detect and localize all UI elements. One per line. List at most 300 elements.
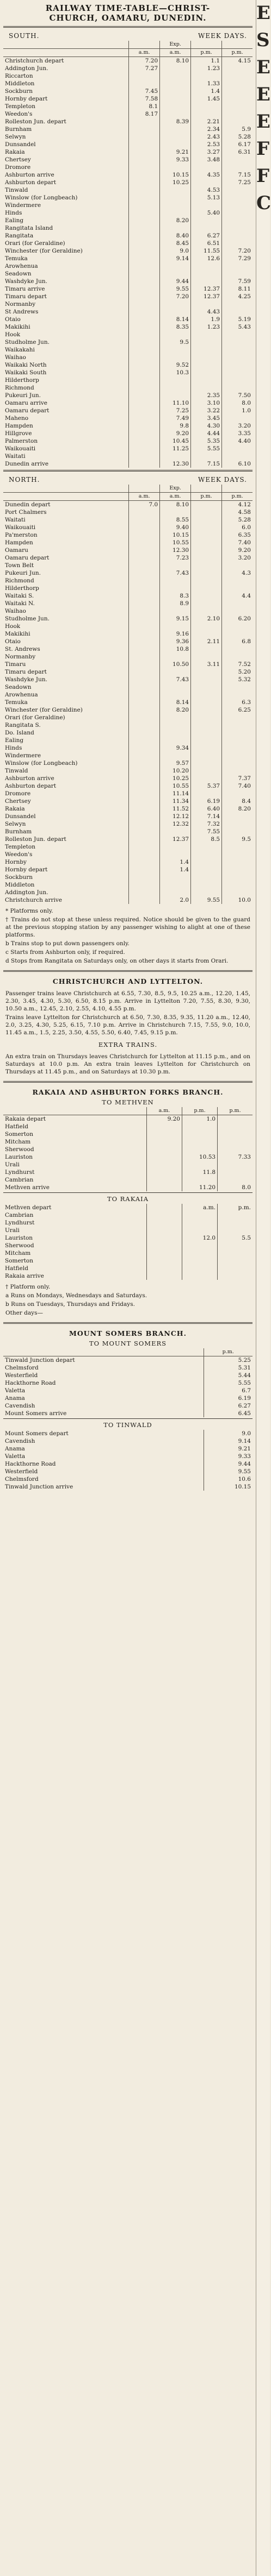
station-name: Sockburn — [5, 874, 33, 881]
departure-time — [191, 202, 222, 209]
departure-time — [129, 683, 160, 691]
departure-time — [129, 638, 160, 645]
departure-time — [222, 240, 252, 247]
departure-time: 6.51 — [191, 240, 222, 247]
timetable-row — [3, 1394, 252, 1402]
departure-time — [160, 729, 191, 737]
timetable-row — [3, 623, 252, 630]
station-name: Mitcham — [5, 1250, 31, 1256]
station-name: Temuka — [5, 255, 28, 262]
station-name: Waitati — [5, 453, 26, 460]
departure-time — [160, 164, 191, 171]
departure-time: 10.8 — [160, 645, 191, 653]
departure-time — [129, 767, 160, 775]
timetable-row — [3, 437, 252, 445]
column-unit: a.m. — [146, 1107, 182, 1115]
departure-time — [160, 72, 191, 80]
departure-time — [191, 346, 222, 354]
departure-time — [129, 308, 160, 316]
departure-time: 7.43 — [160, 569, 191, 577]
departure-time — [129, 699, 160, 706]
station-name: Ashburton depart — [5, 179, 57, 186]
departure-time — [129, 331, 160, 338]
departure-time — [182, 1242, 218, 1249]
column-header — [191, 485, 222, 493]
station-name: Methven arrive — [5, 1184, 50, 1191]
departure-time — [129, 896, 160, 904]
timetable-row — [3, 361, 252, 369]
departure-time — [129, 171, 160, 179]
station-name: Ashburton arrive — [5, 172, 54, 178]
departure-time — [129, 346, 160, 354]
station-name: Windermere — [5, 752, 41, 759]
timetable-row — [3, 293, 252, 300]
departure-time — [222, 270, 252, 278]
timetable-header — [0, 0, 256, 24]
departure-time — [222, 300, 252, 308]
departure-time: 9.44 — [160, 278, 191, 285]
departure-time: 3.27 — [191, 148, 222, 156]
departure-time — [160, 562, 191, 569]
departure-time: 10.45 — [160, 437, 191, 445]
departure-time — [191, 270, 222, 278]
departure-time — [191, 706, 222, 714]
departure-time: 9.57 — [160, 759, 191, 767]
station-name: Christchurch depart — [5, 58, 64, 64]
column-unit: p.m. — [191, 49, 222, 57]
departure-time — [129, 125, 160, 133]
departure-time: 2.53 — [191, 141, 222, 148]
departure-time — [222, 577, 252, 585]
departure-time — [129, 828, 160, 835]
departure-time — [160, 262, 191, 270]
station-name: Oamaru arrive — [5, 400, 48, 406]
departure-time — [222, 445, 252, 453]
departure-time: 4.25 — [222, 293, 252, 300]
timetable-row — [3, 103, 252, 110]
station-name: Maheno — [5, 415, 29, 422]
departure-time: 4.43 — [191, 308, 222, 316]
departure-time — [191, 645, 222, 653]
departure-time: 6.20 — [222, 615, 252, 623]
departure-time — [218, 1115, 252, 1123]
timetable-row — [3, 1265, 252, 1272]
departure-time — [191, 752, 222, 759]
departure-time — [222, 80, 252, 87]
timetable-row — [3, 1272, 252, 1280]
departure-time: 10.15 — [160, 171, 191, 179]
station-name: Tinwald Junction depart — [5, 1357, 75, 1364]
station-name: Somerton — [5, 1258, 34, 1264]
departure-time: 7.25 — [160, 407, 191, 414]
departure-time — [191, 546, 222, 554]
departure-time — [191, 562, 222, 569]
departure-time: 2.21 — [191, 118, 222, 125]
departure-time — [129, 851, 160, 858]
timetable-row — [3, 790, 252, 797]
departure-time: 9.20 — [160, 430, 191, 437]
rakaia-return-timetable — [3, 1204, 252, 1280]
departure-time — [129, 384, 160, 392]
departure-time — [191, 874, 222, 881]
departure-time — [160, 874, 191, 881]
station-name: Ealing — [5, 737, 24, 744]
timetable-row — [3, 110, 252, 118]
timetable-row — [3, 1130, 252, 1138]
timetable-row — [3, 866, 252, 874]
departure-time: 5.13 — [191, 194, 222, 202]
departure-time — [191, 376, 222, 384]
departure-time — [129, 881, 160, 889]
departure-time — [160, 607, 191, 615]
departure-time — [222, 453, 252, 460]
timetable-row — [3, 1445, 252, 1453]
station-name: Waitaki N. — [5, 600, 35, 607]
departure-time — [129, 164, 160, 171]
departure-time — [129, 399, 160, 407]
departure-time — [222, 156, 252, 164]
departure-time — [129, 744, 160, 752]
departure-time — [146, 1138, 182, 1146]
departure-time — [160, 87, 191, 95]
timetable-row — [3, 546, 252, 554]
departure-time — [182, 1161, 218, 1168]
departure-time — [191, 585, 222, 592]
timetable-row — [3, 87, 252, 95]
departure-time — [160, 133, 191, 141]
departure-time — [218, 1219, 252, 1227]
departure-time — [160, 828, 191, 835]
departure-time: 6.25 — [222, 706, 252, 714]
timetable-row — [3, 316, 252, 323]
departure-time — [129, 653, 160, 661]
departure-time: 5.5 — [218, 1234, 252, 1242]
departure-time: 10.25 — [160, 775, 191, 782]
column-header-row — [3, 41, 252, 49]
departure-time — [146, 1257, 182, 1265]
departure-time — [129, 729, 160, 737]
departure-time — [129, 539, 160, 546]
station-name: Cambrian — [5, 1177, 34, 1183]
timetable-row — [3, 539, 252, 546]
station-name: Normanby — [5, 301, 36, 307]
timetable-row — [3, 1402, 252, 1410]
timetable-row — [3, 1153, 252, 1161]
station-name: Hillgrove — [5, 430, 32, 437]
departure-time: 12.37 — [191, 285, 222, 293]
column-header-row — [3, 485, 252, 493]
departure-time — [218, 1227, 252, 1234]
departure-time: 8.45 — [160, 240, 191, 247]
station-name: Oamaru depart — [5, 407, 50, 414]
station-name: Cambrian — [5, 1212, 34, 1218]
departure-time — [222, 164, 252, 171]
station-name: Westerfield — [5, 1468, 38, 1475]
station-name: Mount Somers arrive — [5, 1410, 67, 1417]
departure-time — [191, 179, 222, 186]
departure-time — [129, 179, 160, 186]
station-name: Burnham — [5, 126, 32, 133]
departure-time — [129, 676, 160, 683]
departure-time: 8.4 — [222, 797, 252, 805]
departure-time — [222, 354, 252, 361]
departure-time — [160, 392, 191, 399]
timetable-row — [3, 874, 252, 881]
departure-time: 3.10 — [191, 399, 222, 407]
station-name: Timaru depart — [5, 293, 47, 300]
departure-time — [191, 592, 222, 600]
departure-time: 8.10 — [160, 501, 191, 509]
departure-time — [129, 874, 160, 881]
departure-time: 12.37 — [160, 835, 191, 843]
station-name: Hatfield — [5, 1123, 28, 1130]
footnote: b Runs on Tuesdays, Thursdays and Fridays. — [5, 1301, 135, 1308]
header-line-2: CHURCH, OAMARU, DUNEDIN. — [49, 13, 207, 23]
departure-time — [191, 699, 222, 706]
column-header — [129, 485, 160, 493]
departure-time: 6.31 — [222, 148, 252, 156]
station-name: Winchester (for Geraldine) — [5, 248, 83, 254]
station-name: Hampden — [5, 423, 33, 429]
timetable-row — [3, 80, 252, 87]
departure-time — [222, 308, 252, 316]
station-name: Pukeuri Jun. — [5, 392, 41, 399]
departure-time — [218, 1272, 252, 1280]
column-unit: a.m. — [129, 493, 160, 501]
departure-time — [129, 531, 160, 539]
departure-time: 9.15 — [160, 615, 191, 623]
footnote: † Trains do not stop at these unless required. Notice should be given to the guard at the previous stopping station by any passenger wishing to alight at one of these platforms. — [5, 916, 250, 938]
departure-time: 10.6 — [204, 1475, 252, 1483]
departure-time: 3.48 — [191, 156, 222, 164]
departure-time — [146, 1153, 182, 1161]
departure-time — [129, 554, 160, 562]
north-title: NORTH. — [9, 476, 40, 483]
timetable-row — [3, 653, 252, 661]
departure-time — [146, 1272, 182, 1280]
departure-time — [222, 828, 252, 835]
departure-time — [191, 729, 222, 737]
station-name: Ashburton depart — [5, 783, 57, 789]
timetable-row — [3, 1437, 252, 1445]
departure-time — [129, 300, 160, 308]
station-name: Hinds — [5, 210, 22, 216]
departure-time: 1.4 — [160, 866, 191, 874]
departure-time — [218, 1265, 252, 1272]
timetable-row — [3, 851, 252, 858]
departure-time — [222, 767, 252, 775]
departure-time — [129, 889, 160, 896]
departure-time: 7.14 — [191, 813, 222, 820]
departure-time — [129, 805, 160, 813]
timetable-row — [3, 346, 252, 354]
column-unit: p.m. — [191, 493, 222, 501]
north-timetable — [3, 485, 252, 904]
column-unit-blank — [3, 49, 129, 57]
departure-time: 8.0 — [222, 399, 252, 407]
departure-time — [222, 338, 252, 346]
departure-time — [160, 194, 191, 202]
departure-time: 8.14 — [160, 316, 191, 323]
departure-time: 9.20 — [146, 1115, 182, 1123]
timetable-row — [3, 460, 252, 468]
departure-time: 12.6 — [191, 255, 222, 262]
departure-time — [129, 437, 160, 445]
station-name: Westerfield — [5, 1372, 38, 1379]
departure-time — [160, 103, 191, 110]
departure-time — [160, 889, 191, 896]
departure-time — [222, 851, 252, 858]
departure-time — [222, 691, 252, 699]
departure-time: 7.33 — [218, 1153, 252, 1161]
departure-time: 1.23 — [191, 65, 222, 72]
timetable-row — [3, 577, 252, 585]
departure-time: 8.9 — [160, 600, 191, 607]
departure-time — [191, 577, 222, 585]
departure-time — [160, 714, 191, 721]
station-name: Washdyke Jun. — [5, 278, 47, 285]
timetable-row — [3, 531, 252, 539]
station-name: Rakaia — [5, 806, 25, 812]
departure-time — [191, 508, 222, 516]
departure-time — [160, 110, 191, 118]
station-name: Rolleston Jun. depart — [5, 836, 66, 843]
departure-time — [160, 65, 191, 72]
departure-time: 5.55 — [191, 445, 222, 453]
timetable-row — [3, 843, 252, 851]
departure-time — [191, 607, 222, 615]
column-unit: p.m. — [204, 1348, 252, 1356]
station-name: Pukeuri Jun. — [5, 570, 41, 576]
departure-time: 3.35 — [222, 430, 252, 437]
timetable-row — [3, 858, 252, 866]
departure-time — [182, 1176, 218, 1184]
column-unit-blank — [3, 1107, 146, 1115]
timetable-row — [3, 1430, 252, 1437]
timetable-row — [3, 148, 252, 156]
departure-time: 9.5 — [222, 835, 252, 843]
column-unit-blank — [3, 493, 129, 501]
to-methven-heading: TO METHVEN — [102, 1098, 154, 1106]
departure-time — [160, 376, 191, 384]
footnote: c Starts from Ashburton only, if required. — [5, 949, 125, 956]
timetable-row — [3, 714, 252, 721]
station-name: Sherwood — [5, 1242, 34, 1249]
timetable-row — [3, 354, 252, 361]
departure-time: 6.17 — [222, 141, 252, 148]
departure-time: 8.14 — [160, 699, 191, 706]
timetable-row — [3, 164, 252, 171]
station-name: Orari (for Geraldine) — [5, 240, 65, 247]
station-name: Selwyn — [5, 821, 26, 827]
departure-time — [222, 653, 252, 661]
column-header — [129, 41, 160, 49]
column-header: Exp. — [160, 485, 191, 493]
timetable-row — [3, 828, 252, 835]
timetable-row — [3, 224, 252, 232]
departure-time — [129, 186, 160, 194]
departure-time: 10.55 — [160, 539, 191, 546]
station-name: Dunsandel — [5, 813, 36, 820]
timetable-row — [3, 445, 252, 453]
departure-time: 9.14 — [160, 255, 191, 262]
timetable-row — [3, 331, 252, 338]
timetable-row — [3, 384, 252, 392]
column-header — [222, 41, 252, 49]
departure-time: 6.27 — [204, 1402, 252, 1410]
departure-time — [222, 262, 252, 270]
north-notes — [0, 904, 256, 968]
departure-time: 8.20 — [222, 805, 252, 813]
departure-time: 1.0 — [222, 407, 252, 414]
timetable-row — [3, 706, 252, 714]
timetable-row — [3, 752, 252, 759]
departure-time — [191, 224, 222, 232]
departure-time — [160, 331, 191, 338]
departure-time — [129, 516, 160, 524]
departure-time — [191, 103, 222, 110]
departure-time: 4.30 — [191, 422, 222, 430]
departure-time: 12.32 — [160, 820, 191, 828]
timetable-row — [3, 600, 252, 607]
departure-time — [222, 103, 252, 110]
departure-time: 5.25 — [204, 1356, 252, 1365]
departure-time — [218, 1211, 252, 1219]
south-title: SOUTH. — [9, 32, 40, 40]
timetable-row — [3, 407, 252, 414]
gutter-letter: E — [256, 2, 270, 24]
departure-time — [160, 384, 191, 392]
departure-time — [222, 194, 252, 202]
timetable-row — [3, 1227, 252, 1234]
station-name: Chertsey — [5, 798, 31, 805]
timetable-row — [3, 270, 252, 278]
station-name: Waikaki North — [5, 362, 47, 368]
departure-time: 10.3 — [160, 369, 191, 376]
station-name: Do. Island — [5, 730, 34, 736]
station-name: Normanby — [5, 654, 36, 660]
timetable-row — [3, 889, 252, 896]
departure-time — [160, 202, 191, 209]
departure-time — [182, 1211, 218, 1219]
divider — [3, 1322, 252, 1324]
departure-time — [191, 767, 222, 775]
departure-time: 7.43 — [160, 676, 191, 683]
departure-time: 2.11 — [191, 638, 222, 645]
departure-time — [222, 331, 252, 338]
departure-time — [160, 881, 191, 889]
timetable-row — [3, 1372, 252, 1379]
departure-time — [191, 338, 222, 346]
timetable-row — [3, 1379, 252, 1387]
timetable-row — [3, 202, 252, 209]
departure-time — [129, 148, 160, 156]
departure-time — [222, 630, 252, 638]
station-name: Methven depart — [5, 1204, 52, 1211]
departure-time: 8.5 — [191, 835, 222, 843]
departure-time: 9.33 — [204, 1453, 252, 1460]
departure-time: 6.19 — [204, 1394, 252, 1402]
lyttelton-para-2: Trains leave Lyttelton for Christchurch at 6.50, 7.30, 8.35, 9.35, 11.20 a.m., 12.40, 2.0, 3.25, 4.30, 5.25, 6.15, 7.10 p.m. Arrive in Christchurch 7.15, 7.55, 9.0, 10.0, 11.45 a.m., 1.5, 2.25, 3.50, 4.55, 5.50, 6.40, 7.45, 9.15 p.m. — [5, 1014, 250, 1036]
departure-time — [191, 300, 222, 308]
timetable-row — [3, 217, 252, 224]
departure-time: 8.10 — [160, 57, 191, 65]
column-header — [191, 41, 222, 49]
station-name: Timaru arrive — [5, 286, 45, 292]
departure-time: 9.34 — [160, 744, 191, 752]
departure-time: 7.59 — [222, 278, 252, 285]
departure-time — [129, 285, 160, 293]
